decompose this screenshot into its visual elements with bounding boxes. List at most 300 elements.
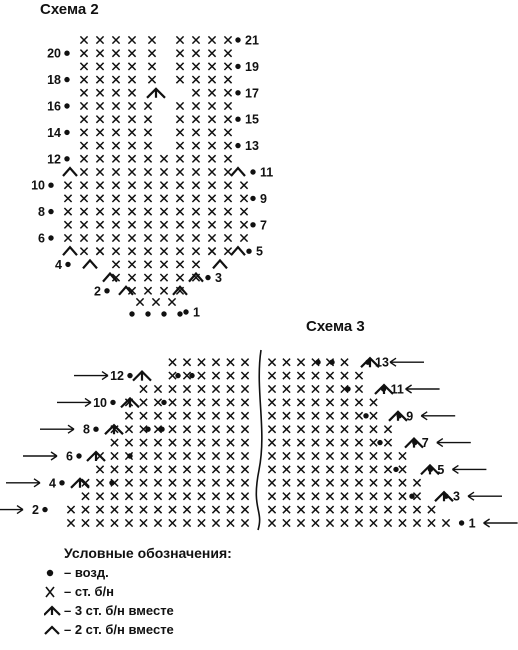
- stitch-sc: [297, 359, 304, 366]
- stitch-sc: [341, 439, 348, 446]
- stitch-sc: [128, 221, 135, 228]
- stitch-sc: [128, 102, 135, 109]
- stitch-sc: [125, 426, 132, 433]
- stitch-sc: [112, 248, 119, 255]
- stitch-sc2tog: [63, 247, 77, 255]
- stitch-sc: [241, 399, 248, 406]
- stitch-sc: [176, 102, 183, 109]
- stitch-sc: [140, 466, 147, 473]
- stitch-sc: [176, 168, 183, 175]
- stitch-sc: [326, 493, 333, 500]
- stitch-sc: [125, 412, 132, 419]
- direction-arrow-right: [6, 479, 40, 487]
- stitch-sc: [370, 493, 377, 500]
- stitch-sc: [212, 399, 219, 406]
- stitch-sc: [112, 63, 119, 70]
- stitch-sc: [212, 372, 219, 379]
- stitch-sc: [154, 439, 161, 446]
- stitch-sc: [152, 298, 159, 305]
- stitch-sc: [148, 50, 155, 57]
- row-label-right: 11: [390, 382, 404, 397]
- stitch-sc: [80, 89, 87, 96]
- row-marker-dot: [48, 235, 53, 240]
- stitch-sc: [96, 168, 103, 175]
- stitch-sc: [169, 385, 176, 392]
- stitch-sc: [312, 493, 319, 500]
- stitch-sc: [283, 493, 290, 500]
- stitch-sc: [140, 412, 147, 419]
- stitch-sc: [169, 372, 176, 379]
- sc3tog-icon: [44, 603, 64, 619]
- stitch-sc: [144, 208, 151, 215]
- stitch-sc: [96, 102, 103, 109]
- stitch-sc: [341, 479, 348, 486]
- stitch-sc: [128, 129, 135, 136]
- stitch-sc: [128, 89, 135, 96]
- legend-item-sc3tog: [44, 601, 344, 620]
- stitch-sc: [111, 439, 118, 446]
- stitch-sc: [355, 399, 362, 406]
- chain-stitch-icon: [44, 565, 64, 581]
- stitch-sc: [212, 359, 219, 366]
- stitch-sc: [297, 452, 304, 459]
- row-marker-dot: [59, 480, 64, 485]
- stitch-chain: [329, 360, 334, 365]
- direction-arrow-left: [406, 385, 440, 393]
- stitch-sc: [125, 519, 132, 526]
- stitch-sc: [268, 519, 275, 526]
- stitch-sc2tog: [213, 260, 227, 268]
- stitch-sc: [370, 412, 377, 419]
- stitch-sc: [224, 195, 231, 202]
- stitch-sc: [144, 182, 151, 189]
- stitch-sc3tog: [121, 398, 139, 407]
- row-marker-dot: [250, 169, 255, 174]
- stitch-sc: [96, 208, 103, 215]
- stitch-sc: [212, 479, 219, 486]
- stitch-sc: [183, 359, 190, 366]
- stitch-sc: [208, 76, 215, 83]
- stitch-sc: [82, 506, 89, 513]
- stitch-sc: [384, 479, 391, 486]
- row-label-right: 9: [406, 409, 414, 424]
- stitch-sc: [355, 452, 362, 459]
- stitch-sc: [268, 466, 275, 473]
- stitch-sc: [96, 479, 103, 486]
- direction-arrow-right: [57, 398, 91, 406]
- direction-arrow-left: [468, 492, 502, 500]
- stitch-sc: [80, 102, 87, 109]
- stitch-sc: [283, 359, 290, 366]
- stitch-sc: [355, 479, 362, 486]
- stitch-sc: [128, 182, 135, 189]
- stitch-sc: [312, 372, 319, 379]
- stitch-sc: [198, 372, 205, 379]
- stitch-sc: [268, 506, 275, 513]
- stitch-sc: [241, 372, 248, 379]
- stitch-sc: [370, 479, 377, 486]
- stitch-sc: [111, 493, 118, 500]
- direction-arrow-right: [74, 372, 108, 380]
- stitch-sc: [169, 506, 176, 513]
- stitch-sc: [169, 493, 176, 500]
- stitch-sc: [297, 372, 304, 379]
- stitch-sc: [176, 142, 183, 149]
- stitch-sc: [112, 221, 119, 228]
- stitch-chain: [161, 311, 166, 316]
- stitch-sc: [82, 519, 89, 526]
- stitch-sc: [125, 466, 132, 473]
- stitch-sc: [128, 116, 135, 123]
- stitch-sc: [227, 359, 234, 366]
- stitch-sc: [128, 36, 135, 43]
- single-crochet-icon: [44, 584, 64, 600]
- row-label-right: 1: [193, 305, 200, 320]
- stitch-sc: [224, 234, 231, 241]
- stitch-sc: [268, 426, 275, 433]
- stitch-sc: [67, 519, 74, 526]
- stitch-sc: [148, 63, 155, 70]
- stitch-sc: [140, 479, 147, 486]
- row-label-right: 1: [468, 516, 476, 531]
- stitch-sc: [198, 439, 205, 446]
- stitch-sc: [227, 452, 234, 459]
- stitch-sc: [399, 506, 406, 513]
- stitch-sc: [80, 63, 87, 70]
- stitch-sc: [198, 426, 205, 433]
- stitch-sc: [384, 506, 391, 513]
- stitch-sc: [112, 234, 119, 241]
- stitch-sc: [176, 63, 183, 70]
- stitch-sc: [96, 493, 103, 500]
- stitch-sc: [241, 519, 248, 526]
- row-label-right: 17: [245, 86, 259, 101]
- stitch-sc: [399, 452, 406, 459]
- stitch-sc: [192, 76, 199, 83]
- stitch-sc: [268, 439, 275, 446]
- row-label-left: 8: [38, 205, 45, 220]
- row-label-left: 6: [38, 231, 45, 246]
- stitch-sc: [154, 399, 161, 406]
- stitch-sc: [399, 466, 406, 473]
- stitch-sc: [64, 208, 71, 215]
- stitch-sc: [80, 36, 87, 43]
- row-label-right: 7: [260, 218, 267, 233]
- stitch-sc2tog: [103, 274, 117, 282]
- stitch-sc: [341, 412, 348, 419]
- stitch-sc: [198, 399, 205, 406]
- stitch-sc: [96, 129, 103, 136]
- stitch-sc: [160, 261, 167, 268]
- stitch-sc: [183, 519, 190, 526]
- stitch-sc: [144, 102, 151, 109]
- legend-text-sc3tog: – 3 ст. б/н вместе: [64, 603, 174, 618]
- direction-arrow-left: [437, 439, 471, 447]
- stitch-sc: [224, 248, 231, 255]
- stitch-sc: [169, 399, 176, 406]
- row-label-right: 13: [375, 355, 389, 370]
- row-marker-dot: [42, 507, 47, 512]
- stitch-sc: [96, 142, 103, 149]
- stitch-sc: [67, 506, 74, 513]
- stitch-sc: [183, 412, 190, 419]
- stitch-sc: [312, 479, 319, 486]
- stitch-sc: [125, 506, 132, 513]
- row-label-left: 2: [94, 284, 101, 299]
- stitch-sc: [326, 399, 333, 406]
- stitch-sc: [154, 466, 161, 473]
- stitch-sc: [208, 116, 215, 123]
- stitch-sc: [384, 452, 391, 459]
- stitch-sc: [96, 63, 103, 70]
- stitch-sc: [183, 506, 190, 513]
- stitch-sc: [128, 168, 135, 175]
- stitch-sc: [208, 221, 215, 228]
- stitch-sc: [192, 155, 199, 162]
- direction-arrow-right: [23, 452, 57, 460]
- stitch-sc: [341, 493, 348, 500]
- stitch-sc: [283, 399, 290, 406]
- stitch-sc: [128, 63, 135, 70]
- stitch-sc: [112, 36, 119, 43]
- row-label-right: 5: [256, 244, 263, 259]
- stitch-sc: [192, 36, 199, 43]
- stitch-sc: [183, 439, 190, 446]
- stitch-sc: [140, 399, 147, 406]
- stitch-chain: [159, 427, 164, 432]
- stitch-sc: [240, 182, 247, 189]
- row-marker-dot: [365, 360, 370, 365]
- stitch-chain: [409, 494, 414, 499]
- stitch-sc: [240, 195, 247, 202]
- stitch-sc: [176, 155, 183, 162]
- row-label-right: 21: [245, 33, 259, 48]
- stitch-sc: [96, 221, 103, 228]
- stitch-sc: [128, 234, 135, 241]
- stitch-sc: [384, 493, 391, 500]
- stitch-sc: [241, 493, 248, 500]
- row-marker-dot: [381, 386, 386, 391]
- stitch-sc: [183, 426, 190, 433]
- stitch-sc: [370, 426, 377, 433]
- stitch-sc: [240, 234, 247, 241]
- stitch-sc: [154, 479, 161, 486]
- stitch-sc: [144, 116, 151, 123]
- stitch-sc: [227, 493, 234, 500]
- stitch-sc: [283, 466, 290, 473]
- stitch-sc: [144, 155, 151, 162]
- direction-arrow-left: [452, 465, 486, 473]
- stitch-sc: [80, 195, 87, 202]
- stitch-sc: [212, 452, 219, 459]
- stitch-sc: [183, 479, 190, 486]
- stitch-sc: [154, 506, 161, 513]
- stitch-sc: [297, 399, 304, 406]
- stitch-sc: [140, 493, 147, 500]
- stitch-sc: [148, 76, 155, 83]
- direction-arrow-right: [40, 425, 74, 433]
- stitch-sc: [370, 519, 377, 526]
- row-marker-dot: [246, 249, 251, 254]
- stitch-sc: [140, 439, 147, 446]
- stitch-sc: [297, 466, 304, 473]
- row-marker-dot: [235, 117, 240, 122]
- row-label-right: 19: [245, 59, 259, 74]
- stitch-sc: [384, 519, 391, 526]
- stitch-chain: [145, 311, 150, 316]
- stitch-sc: [297, 506, 304, 513]
- stitch-sc: [169, 439, 176, 446]
- stitch-sc: [208, 208, 215, 215]
- stitch-sc: [128, 208, 135, 215]
- stitch-sc: [140, 506, 147, 513]
- stitch-chain: [109, 480, 114, 485]
- stitch-sc: [192, 102, 199, 109]
- legend-text-sc2tog: – 2 ст. б/н вместе: [64, 622, 174, 637]
- stitch-sc: [160, 208, 167, 215]
- row-label-left: 12: [110, 369, 124, 384]
- stitch-sc: [64, 221, 71, 228]
- stitch-sc: [283, 372, 290, 379]
- row-label-left: 2: [32, 503, 39, 518]
- stitch-sc: [224, 89, 231, 96]
- direction-arrow-right: [0, 506, 23, 514]
- row-label-right: 7: [421, 436, 429, 451]
- stitch-sc: [326, 452, 333, 459]
- stitch-sc: [144, 287, 151, 294]
- stitch-sc: [111, 519, 118, 526]
- stitch-sc: [96, 466, 103, 473]
- stitch-sc3tog: [105, 425, 123, 434]
- stitch-sc: [413, 519, 420, 526]
- stitch-sc: [192, 63, 199, 70]
- stitch-sc: [80, 221, 87, 228]
- row-label-left: 10: [93, 395, 107, 410]
- stitch-sc: [224, 116, 231, 123]
- stitch-sc: [355, 466, 362, 473]
- stitch-sc: [160, 274, 167, 281]
- stitch-chain: [377, 440, 382, 445]
- stitch-sc: [112, 50, 119, 57]
- stitch-sc: [144, 248, 151, 255]
- row-marker-dot: [48, 183, 53, 188]
- stitch-sc: [192, 261, 199, 268]
- stitch-sc: [224, 168, 231, 175]
- stitch-sc: [176, 234, 183, 241]
- schema-3-title: Схема 3: [306, 318, 365, 335]
- stitch-sc: [176, 274, 183, 281]
- stitch-sc: [241, 452, 248, 459]
- stitch-sc: [241, 359, 248, 366]
- legend-item-chain: [44, 563, 344, 582]
- stitch-sc: [283, 452, 290, 459]
- stitch-sc2tog: [63, 168, 77, 176]
- stitch-sc: [160, 182, 167, 189]
- stitch-sc2tog: [83, 260, 97, 268]
- stitch-sc: [442, 519, 449, 526]
- stitch-sc: [176, 248, 183, 255]
- stitch-sc: [192, 221, 199, 228]
- stitch-sc2tog: [231, 247, 245, 255]
- stitch-sc: [176, 129, 183, 136]
- stitch-sc: [268, 452, 275, 459]
- stitch-sc: [154, 493, 161, 500]
- stitch-sc: [144, 221, 151, 228]
- stitch-sc: [341, 452, 348, 459]
- row-marker-dot: [64, 156, 69, 161]
- stitch-sc: [112, 102, 119, 109]
- stitch-sc: [169, 412, 176, 419]
- stitch-sc: [208, 234, 215, 241]
- stitch-sc: [160, 155, 167, 162]
- stitch-sc: [80, 168, 87, 175]
- sc2tog-icon: [44, 622, 64, 638]
- stitch-sc: [399, 493, 406, 500]
- stitch-sc: [128, 248, 135, 255]
- stitch-sc: [208, 36, 215, 43]
- stitch-sc: [208, 248, 215, 255]
- stitch-sc: [341, 519, 348, 526]
- row-marker-dot: [64, 77, 69, 82]
- stitch-sc: [227, 519, 234, 526]
- stitch-sc: [224, 142, 231, 149]
- stitch-sc: [112, 208, 119, 215]
- stitch-sc: [326, 519, 333, 526]
- stitch-sc: [82, 493, 89, 500]
- stitch-sc: [370, 506, 377, 513]
- row-label-right: 15: [245, 112, 259, 127]
- stitch-sc: [192, 89, 199, 96]
- stitch-sc: [227, 385, 234, 392]
- stitch-sc: [176, 36, 183, 43]
- legend-title: Условные обозначения:: [64, 545, 232, 561]
- stitch-sc: [112, 155, 119, 162]
- stitch-sc: [268, 399, 275, 406]
- stitch-sc: [224, 50, 231, 57]
- row-marker-dot: [76, 453, 81, 458]
- row-label-left: 4: [49, 476, 56, 491]
- stitch-sc: [96, 248, 103, 255]
- stitch-sc: [80, 208, 87, 215]
- row-label-left: 4: [55, 257, 62, 272]
- stitch-sc: [80, 155, 87, 162]
- schema-3-grid: [0, 350, 518, 531]
- stitch-sc: [297, 385, 304, 392]
- row-marker-dot: [235, 37, 240, 42]
- row-marker-dot: [235, 90, 240, 95]
- row-label-left: 20: [47, 46, 61, 61]
- stitch-sc: [169, 426, 176, 433]
- stitch-sc: [64, 234, 71, 241]
- row-label-right: 13: [245, 139, 259, 154]
- stitch-sc: [268, 493, 275, 500]
- stitch-sc: [144, 274, 151, 281]
- stitch-sc: [268, 359, 275, 366]
- stitch-sc: [96, 234, 103, 241]
- row-marker-dot: [428, 467, 433, 472]
- stitch-sc: [212, 493, 219, 500]
- stitch-sc: [198, 385, 205, 392]
- stitch-sc: [125, 439, 132, 446]
- stitch-sc: [241, 385, 248, 392]
- stitch-sc: [212, 466, 219, 473]
- stitch-chain: [315, 360, 320, 365]
- stitch-sc3tog: [147, 89, 165, 98]
- stitch-sc: [112, 116, 119, 123]
- stitch-sc: [224, 129, 231, 136]
- stitch-sc: [96, 50, 103, 57]
- stitch-sc: [176, 116, 183, 123]
